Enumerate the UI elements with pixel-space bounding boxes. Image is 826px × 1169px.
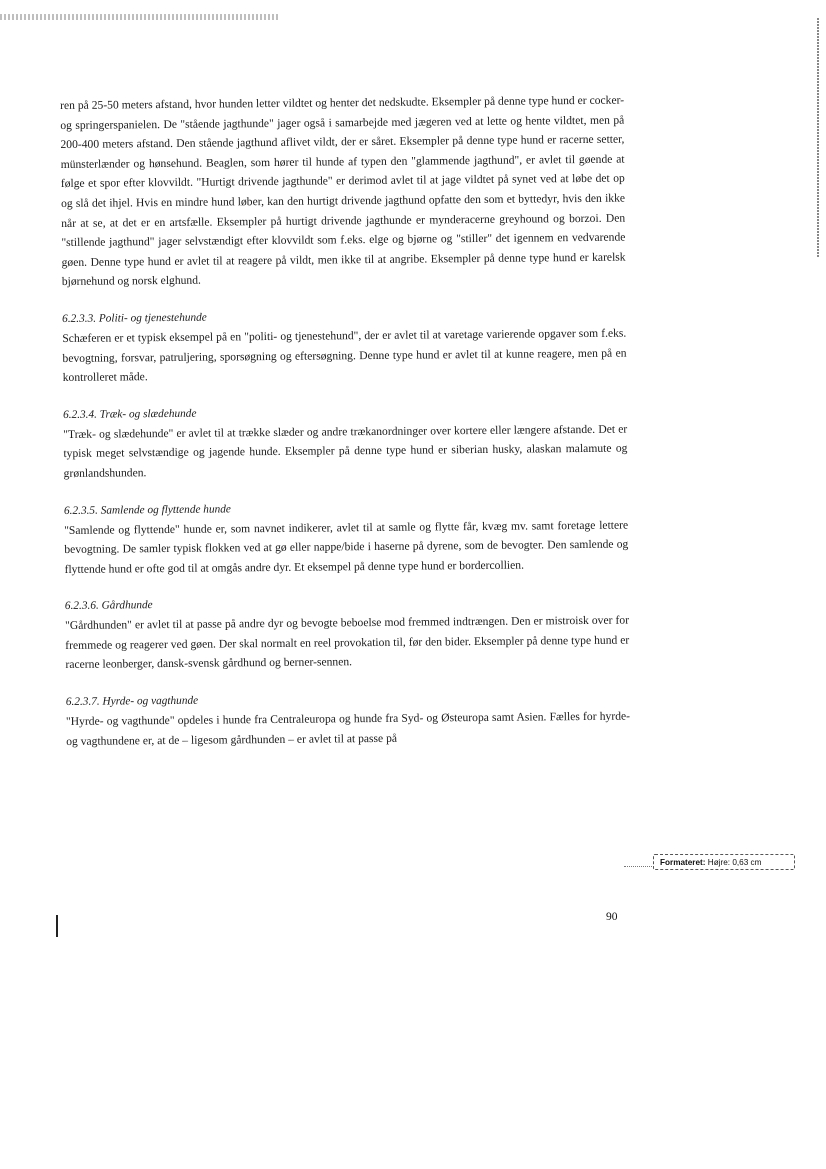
section-text-6-2-3-4: "Træk- og slædehunde" er avlet til at trække slæder og andre trækanordninger over kortere eller længere afstande. Det er typisk meget selvstændige og jagende hunde. Eksempler på denne type hund er siberian husky, alaskan malamute og grønlandshunden. — [63, 422, 628, 480]
section-text-6-2-3-5: "Samlende og flyttende" hunde er, som navnet indikerer, avlet til at samle og flytte får, kvæg mv. samt foretage lettere bevogtning. De samler typisk flokken ved at gø eller nappe/bide i haserne på dyrene, som de bevogter. Den samlende og flyttende hund er ofte god til at omgås andre dyr. Et eksempel på denne type hund er bordercollien. — [64, 518, 629, 576]
section-heading-6-2-3-7: 6.2.3.7. Hyrde- og vagthunde — [65, 694, 199, 709]
comment-label: Formateret: — [660, 858, 706, 867]
document-body — [60, 91, 630, 752]
comment-value: Højre: 0,63 cm — [707, 858, 762, 867]
section-heading-6-2-3-4: 6.2.3.4. Træk- og slædehunde — [63, 407, 197, 421]
section-heading-6-2-3-5: 6.2.3.5. Samlende og flyttende hunde — [63, 502, 231, 517]
section-text-6-2-3-3: Schæferen er et typisk eksempel på en "politi- og tjenestehund", der er avlet til at varetage varierende opgaver som f.eks. bevogtning, forsvar, patruljering, sporsøgning og eftersøgning. Denne type hund er avlet til at kunne reagere, men på en kontrolleret måde. — [62, 326, 627, 385]
section-text-6-2-3-6: "Gårdhunden" er avlet til at passe på andre dyr og bevogte beboelse mod fremmed indtrængen. Den er mistroisk over for fremmede og reagerer ved gøen. Der skal normalt en reel provokation til, før den bider. Eksempler på denne type hund er racerne leonberger, dansk-svensk gårdhund og berner-sennen. — [65, 613, 630, 672]
comment-connector — [624, 866, 654, 868]
section-heading-6-2-3-6: 6.2.3.6. Gårdhunde — [64, 599, 153, 613]
scan-artifact-top — [0, 14, 278, 20]
change-bar — [56, 915, 58, 937]
page-number: 90 — [606, 911, 618, 923]
scan-artifact-right — [817, 18, 819, 258]
body-paragraph: ren på 25-50 meters afstand, hvor hunden letter vildtet og henter det nedskudte. Eksempler på denne type hund er cocker- og springerspanielen. De "stående jagthunde" jager også i samarbejde med jægeren ved at lette og hente vildtet, men på 200-400 meters afstand. Den stående jagthund aflivet vildt, der er såret. Eksempler på denne type hund er racerne setter, münsterlænder og hønsehund. Beaglen, som hører til hunde af typen den "glammende jagthund", er avlet til gøende at følge et spor efter klovvildt. "Hurtigt drivende jagthunde" er derimod avlet til at jage vildtet på synet ved at løbe det op og slå det ihjel. Hvis en mindre hund løber, kan den hurtigt drivende jagthund opfatte den som et byttedyr, hvis den ikke når at se, at det er en artsfælle. Eksempler på hurtigt drivende jagthunde er mynderacerne greyhound og borzoi. Den "stillende jagthund" jager selvstændigt efter klovvildt som f.eks. elge og bjørne og "stiller" det igennem en vedvarende gøen. Denne type hund er avlet til at reagere på vildt, men ikke til at angribe. Eksempler på denne type hund er karelsk bjørnehund og norsk elghund. — [60, 93, 626, 289]
section-heading-6-2-3-3: 6.2.3.3. Politi- og tjenestehunde — [62, 311, 207, 325]
section-text-6-2-3-7: "Hyrde- og vagthunde" opdeles i hunde fra Centraleuropa og hunde fra Syd- og Østeuropa samt Asien. Fælles for hyrde- og vagthundene er, at de – ligesom gårdhunden – er avlet til at passe på — [65, 709, 631, 748]
formatting-comment-balloon[interactable] — [653, 854, 795, 870]
